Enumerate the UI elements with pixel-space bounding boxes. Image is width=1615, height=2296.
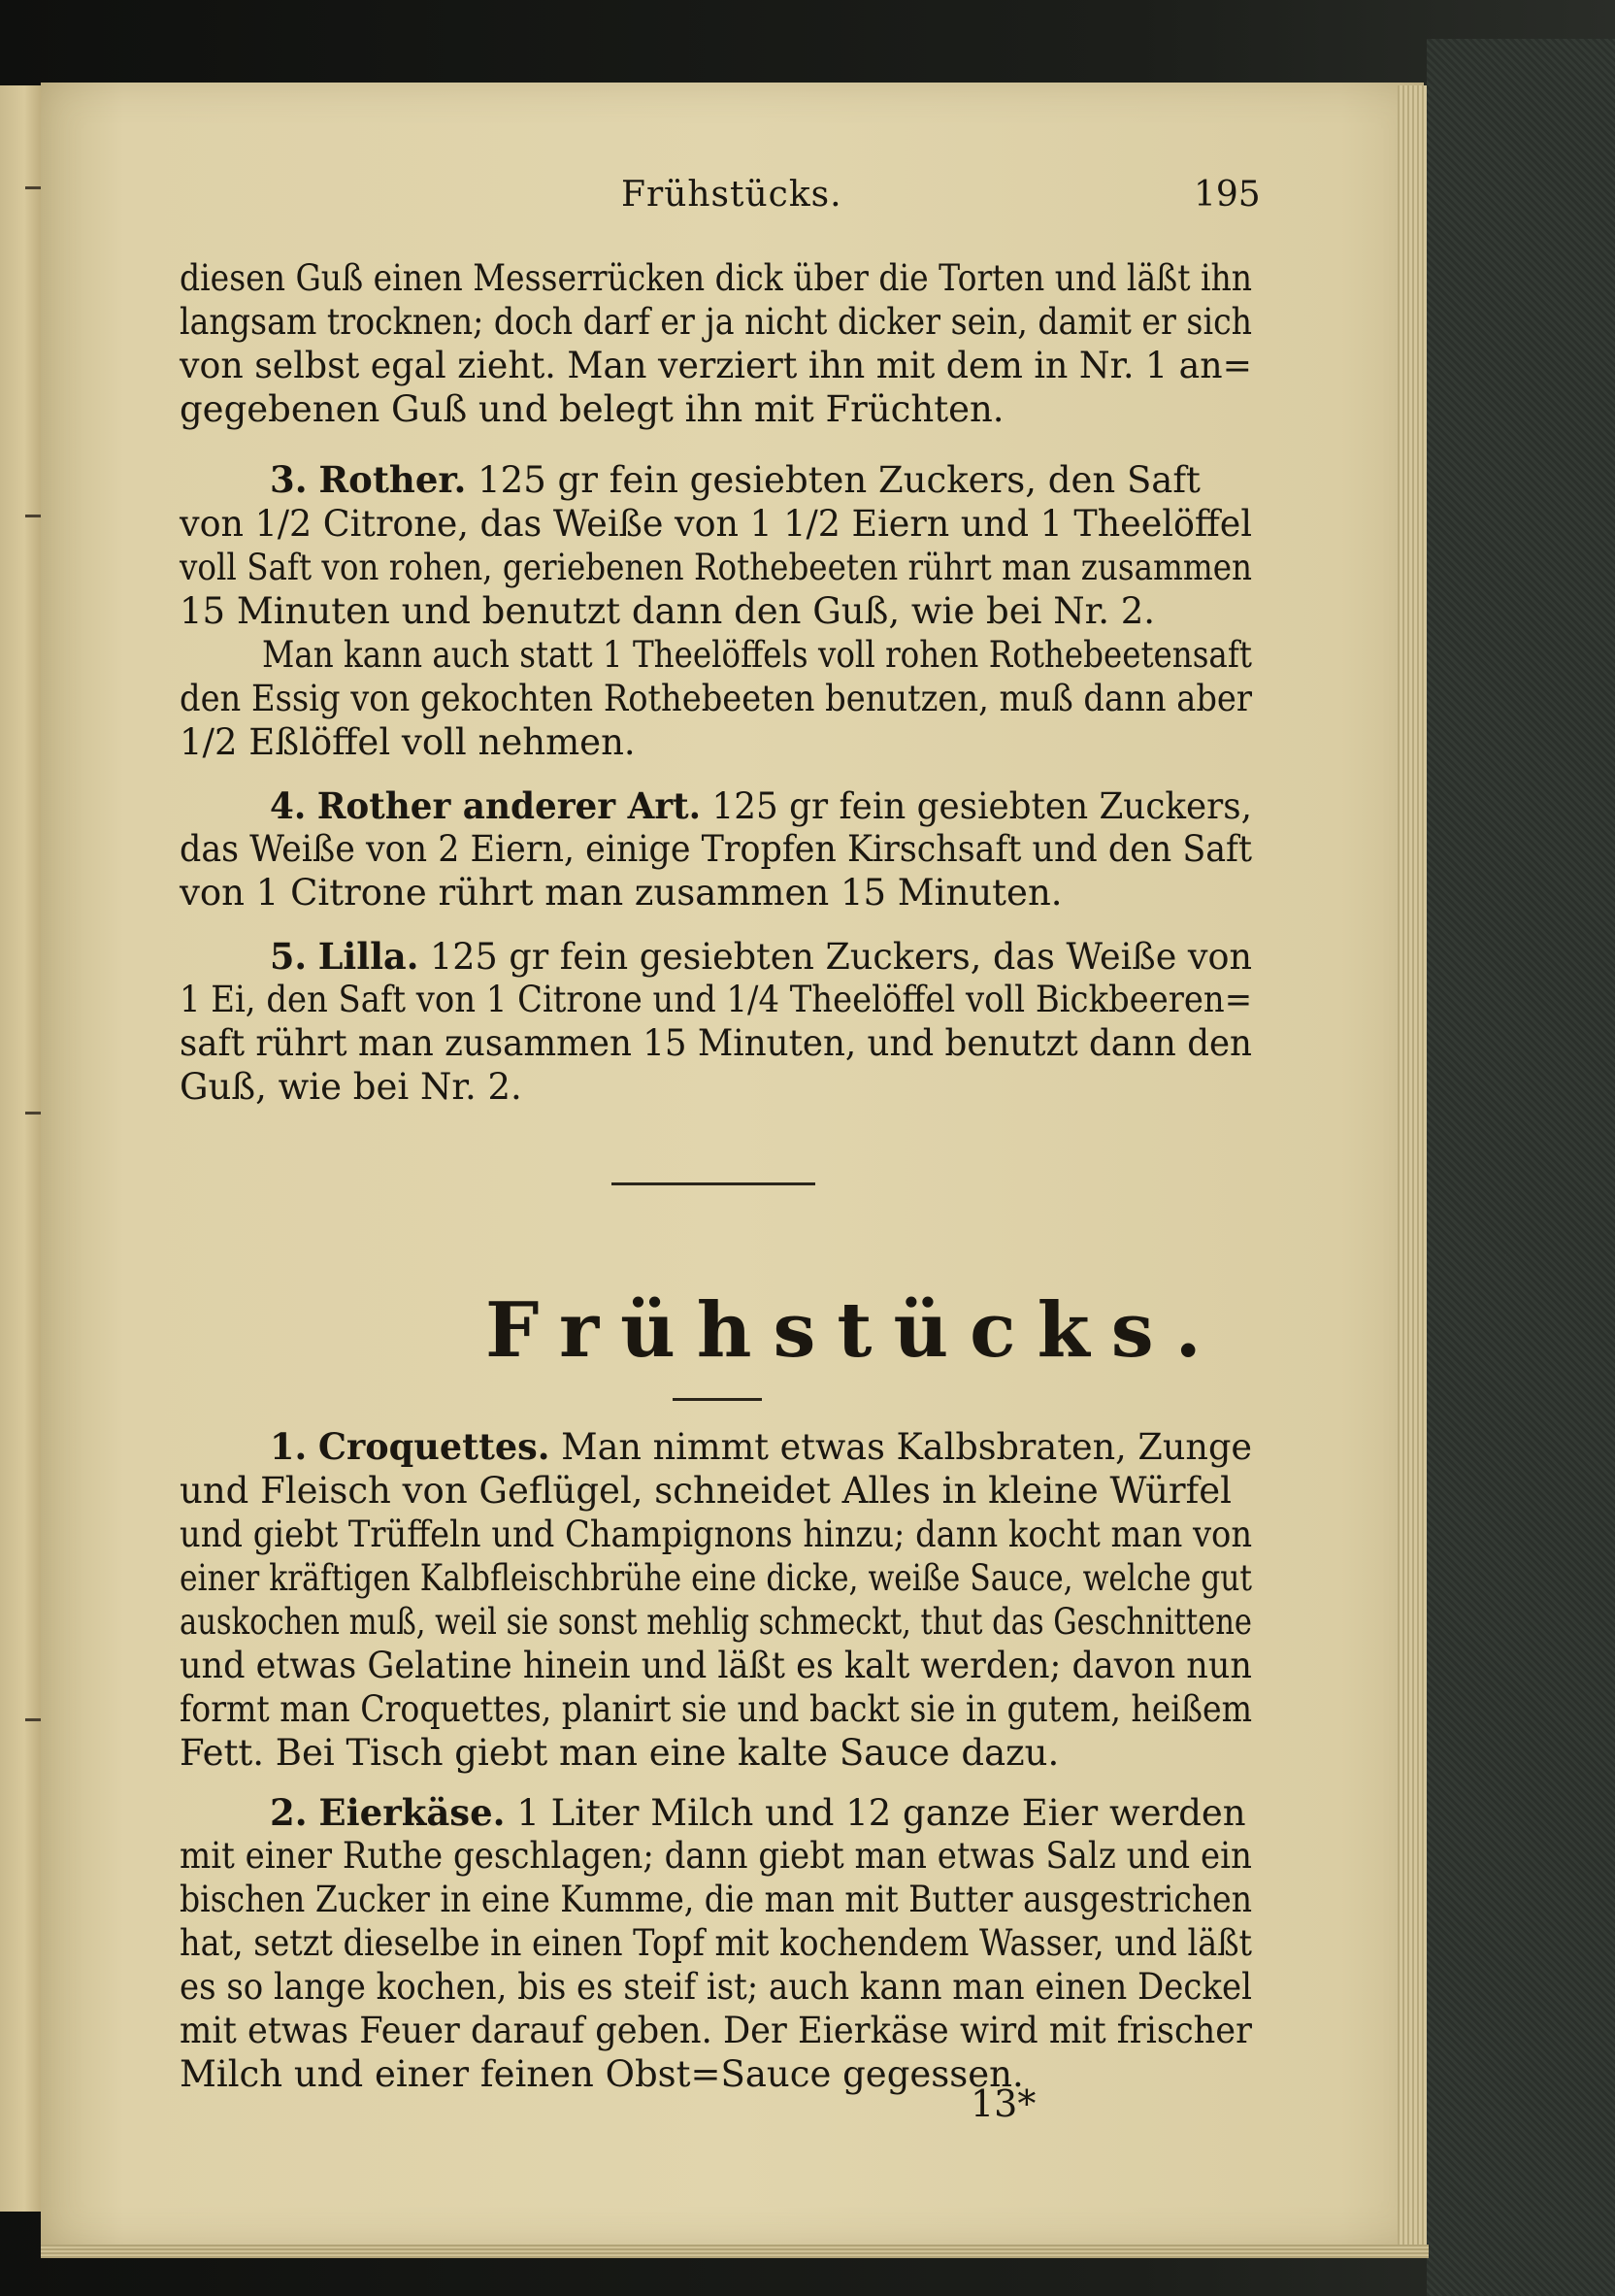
text-line: Milch und einer feinen Obst=Sauce gegessen. [180, 2053, 1024, 2095]
text-line: 15 Minuten und benutzt dann den Guß, wie bei Nr. 2. [180, 590, 1156, 632]
breakfast-1-heading [270, 1425, 1252, 1468]
recipe-4-heading [270, 784, 1252, 827]
text-line: formt man Croquettes, planirt sie und backt sie in gutem, heißem [180, 1688, 1253, 1730]
title-underline [673, 1398, 762, 1401]
text-line: diesen Guß einen Messerrücken dick über die Torten und läßt ihn [180, 257, 1253, 299]
text-line: 1/2 Eßlöffel voll nehmen. [180, 721, 636, 763]
text-line: und Fleisch von Geflügel, schneidet Alles in kleine Würfel [180, 1470, 1233, 1512]
recipe-number: 4. [270, 784, 307, 827]
recipe-text: 1 Liter Milch und 12 ganze Eier werden [516, 1792, 1246, 1834]
text-line: einer kräftigen Kalbfleischbrühe eine dicke, weiße Sauce, welche gut [180, 1557, 1253, 1599]
recipe-number: 5. [270, 935, 308, 978]
recipe-number: 2. [270, 1791, 308, 1834]
text-line: und giebt Trüffeln und Champignons hinzu; dann kocht man von [180, 1514, 1253, 1555]
recipe-title: Croquettes. [317, 1425, 550, 1468]
recipe-number: 3. [270, 458, 308, 501]
recipe-title: Rother anderer Art. [316, 784, 702, 827]
recipe-number: 1. [270, 1425, 308, 1468]
text-line: von selbst egal zieht. Man verziert ihn mit dem in Nr. 1 an= [180, 345, 1252, 386]
section-title: Frühstücks. [485, 1286, 1223, 1375]
page-stack-bottom [41, 2245, 1429, 2258]
text-line: den Essig von gekochten Rothebeeten benutzen, muß dann aber [180, 678, 1253, 719]
cover-cloth-texture [1427, 39, 1615, 2296]
page-number: 195 [1194, 175, 1261, 215]
recipe-3-heading [270, 458, 1201, 501]
page-stack-edge [1398, 85, 1427, 2246]
recipe-title: Lilla. [317, 935, 419, 978]
recipe-text: 125 gr fein gesiebten Zuckers, [711, 785, 1252, 827]
facing-page-edge [0, 85, 41, 2212]
text-line: es so lange kochen, bis es steif ist; auch kann man einen Deckel [180, 1966, 1252, 2008]
text-line: von 1 Citrone rührt man zusammen 15 Minuten. [180, 872, 1063, 914]
text-line: das Weiße von 2 Eiern, einige Tropfen Kirschsaft und den Saft [180, 828, 1252, 870]
text-line: Fett. Bei Tisch giebt man eine kalte Sauce dazu. [180, 1732, 1060, 1774]
text-line: mit etwas Feuer darauf geben. Der Eierkäse wird mit frischer [180, 2010, 1252, 2051]
text-line: 1 Ei, den Saft von 1 Citrone und 1/4 Theelöffel voll Bickbeeren= [180, 979, 1253, 1020]
running-head: Frühstücks. [621, 175, 842, 215]
text-line: hat, setzt dieselbe in einen Topf mit kochendem Wasser, und läßt [180, 1922, 1253, 1964]
text-line: und etwas Gelatine hinein und läßt es kalt werden; davon nun [180, 1645, 1252, 1686]
recipe-text: 125 gr fein gesiebten Zuckers, den Saft [478, 459, 1201, 501]
text-line: gegebenen Guß und belegt ihn mit Früchten. [180, 388, 1005, 430]
recipe-text: Man nimmt etwas Kalbsbraten, Zunge [561, 1426, 1253, 1468]
text-line: bischen Zucker in eine Kumme, die man mit Butter ausgestrichen [180, 1879, 1253, 1920]
recipe-5-heading [270, 935, 1252, 978]
breakfast-2-heading [270, 1791, 1246, 1834]
text-line: von 1/2 Citrone, das Weiße von 1 1/2 Eiern und 1 Theelöffel [180, 503, 1252, 545]
recipe-title: Rother. [318, 458, 467, 501]
text-line: langsam trocknen; doch darf er ja nicht dicker sein, damit er sich [180, 301, 1253, 343]
recipe-text: 125 gr fein gesiebten Zuckers, das Weiße von [430, 936, 1253, 978]
recipe-title: Eierkäse. [318, 1791, 506, 1834]
signature-mark: 13* [971, 2082, 1037, 2125]
text-line: Man kann auch statt 1 Theelöffels voll rohen Rothebeetensaft [262, 634, 1252, 676]
text-line: saft rührt man zusammen 15 Minuten, und benutzt dann den [180, 1022, 1253, 1064]
text-line: voll Saft von rohen, geriebenen Rothebeeten rührt man zusammen [180, 547, 1253, 588]
section-divider [611, 1182, 815, 1185]
text-line: mit einer Ruthe geschlagen; dann giebt man etwas Salz und ein [180, 1835, 1252, 1877]
text-line: Guß, wie bei Nr. 2. [180, 1066, 522, 1108]
text-line: auskochen muß, weil sie sonst mehlig schmeckt, thut das Geschnittene [180, 1601, 1253, 1643]
